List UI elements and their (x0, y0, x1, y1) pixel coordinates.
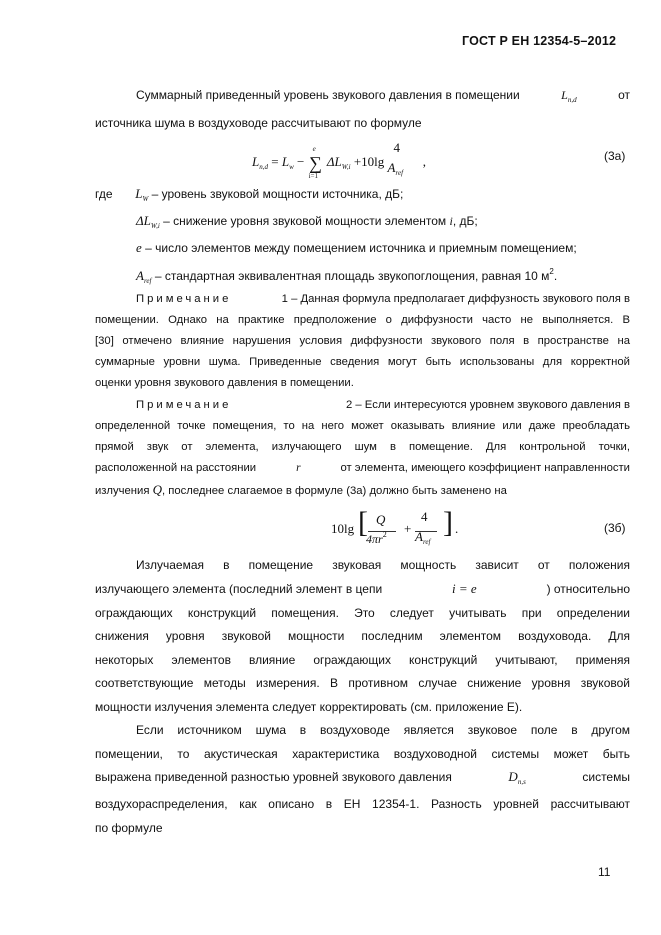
denominator: A (387, 160, 396, 175)
sum-sign: ∑ (309, 152, 322, 173)
sub: ref (422, 538, 431, 546)
symbol-r: r (296, 462, 301, 474)
note-1-line-2: помещении. Однако на практике предположение о диффузности часто не выполняется. В (95, 314, 630, 326)
sub: ref (395, 169, 404, 177)
sub: n,d (259, 162, 268, 171)
symbol: ΔL (136, 213, 151, 228)
sub: W,i (341, 162, 351, 171)
var: L (281, 153, 290, 169)
var: L (252, 153, 260, 169)
paragraph-2-line-2 (95, 581, 630, 597)
paragraph-3-line-4: воздухораспределения, как описано в ЕН 12354-1. Разность уровней рассчитывают (95, 797, 630, 811)
note-1-line-5: оценки уровня звукового давления в помещении. (95, 377, 354, 389)
paragraph-2-line-3: ограждающих конструкций помещения. Это следует учитывать при определении (95, 606, 630, 620)
right-bracket: ] (443, 506, 453, 539)
summation (308, 144, 324, 180)
op: +10lg (353, 153, 385, 169)
op: − (296, 153, 305, 169)
text: , последнее слагаемое в формуле (3а) должно быть заменено на (161, 485, 507, 497)
paragraph-1-line-1 (136, 87, 630, 103)
symbol: A (136, 268, 144, 283)
text: от элемента, имеющего коэффициент направленности (340, 462, 630, 474)
note-1-line-4: суммарные уровни шума. Приведенные сведения могут быть использованы для корректной (95, 356, 630, 368)
period: . (553, 269, 558, 283)
sub: n,s (517, 778, 526, 786)
definition-end: , дБ; (452, 214, 478, 228)
note-2-line-3: прямой звук от элемента, излучающего шум в помещение. Для контрольной точки, (95, 441, 630, 453)
paragraph-2-line-5: некоторых элементов влияние ограждающих конструкций учитывают, применяя (95, 653, 630, 667)
where-label: где (95, 187, 113, 201)
text: выражена приведенной разностью уровней звукового давления (95, 770, 452, 784)
where-dl (136, 213, 630, 229)
sub: w (289, 162, 294, 171)
text: излучения (95, 485, 150, 497)
text: системы (582, 770, 630, 784)
expression: i = e (452, 581, 477, 596)
symbol-l: L (561, 88, 568, 102)
text: Суммарный приведенный уровень звукового давления в помещении (136, 88, 520, 102)
plus: + (404, 521, 412, 536)
sup: 2 (549, 267, 554, 276)
symbol-sub: n,d (567, 96, 577, 104)
sub: ref (143, 277, 152, 285)
where-lw (95, 186, 630, 202)
symbol-d: D (508, 769, 518, 784)
formula-3a-number: (3а) (604, 149, 626, 163)
sub: W (142, 195, 149, 203)
sup: 2 (382, 530, 387, 539)
note-2-line-4 (95, 460, 630, 476)
where-a (136, 264, 630, 285)
text: 1 – Данная формула предполагает диффузность звукового поля в (281, 293, 630, 305)
note-1-line-3: [30] отмечено влияние нарушения условия диффузности звукового поля в пространстве на (95, 335, 630, 347)
denominator-2: A (415, 529, 423, 544)
note-label: Примечание (136, 399, 232, 411)
paragraph-2-line-6: соответствующие методы измерения. В противном случае снижение уровня звуковой (95, 676, 630, 690)
definition: – число элементов между помещением источника и приемным помещением; (145, 241, 577, 255)
numerator-4: 4 (421, 509, 428, 524)
note-label: Примечание (136, 293, 232, 305)
text: расположенной на расстоянии (95, 462, 257, 474)
symbol: e (136, 240, 142, 255)
comma: , (422, 153, 427, 169)
note-2-line-2: определенной точке помещения, то на него может оказывать влияние или даже преобладать (95, 420, 630, 432)
paragraph-3-line-2: помещении, то акустическая характеристика воздуховодной системы может быть (95, 747, 630, 761)
sub: W,i (150, 222, 160, 230)
paragraph-2-line-7: мощности излучения элемента следует корректировать (см. приложение Е). (95, 700, 523, 714)
paragraph-3-line-1: Если источником шума в воздуховоде является звуковое поле в другом (136, 723, 630, 737)
paragraph-3-line-5: по формуле (95, 821, 163, 835)
numerator: 4 (393, 140, 401, 155)
symbol-i: i (449, 214, 453, 228)
denominator: 4πr (366, 532, 383, 546)
formula-3a (252, 140, 427, 180)
text: 2 – Если интересуются уровнем звукового давления в (345, 399, 630, 411)
sum-top: e (312, 144, 316, 153)
left-bracket: [ (358, 506, 368, 539)
where-e (136, 240, 630, 256)
op: = (271, 153, 279, 169)
paragraph-2-line-1: Излучаемая в помещение звуковая мощность зависит от положения (136, 558, 630, 572)
note-2-line-1 (136, 397, 630, 413)
definition: – снижение уровня звуковой мощности элементом (163, 214, 447, 228)
note-2-line-5 (95, 482, 630, 498)
text: ) относительно (546, 582, 630, 596)
text: излучающего элемента (последний элемент в цепи (95, 582, 383, 596)
definition: – уровень звуковой мощности источника, дБ; (151, 187, 404, 201)
paragraph-1-line-2: источника шума в воздуховоде рассчитывают по формуле (95, 116, 422, 130)
text: от (618, 88, 630, 102)
definition: – стандартная эквивалентная площадь звукопоглощения, равная 10 м (154, 269, 550, 283)
symbol: L (135, 186, 143, 201)
sum-bottom: i=1 (308, 171, 318, 180)
note-1-line-1 (136, 291, 630, 307)
period: . (455, 521, 459, 536)
log: 10lg (331, 521, 355, 536)
paragraph-3-line-3 (95, 769, 630, 785)
var: ΔL (326, 153, 342, 169)
fraction (387, 140, 420, 180)
paragraph-2-line-4: снижения уровня звуковой мощности последним элементом воздуховода. Для (95, 629, 630, 643)
page-number: 11 (598, 865, 611, 879)
formula-3b-number: (3б) (604, 521, 626, 535)
numerator-q: Q (376, 512, 386, 527)
document-header: ГОСТ Р ЕН 12354-5–2012 (462, 34, 617, 48)
symbol-q: Q (152, 482, 162, 497)
